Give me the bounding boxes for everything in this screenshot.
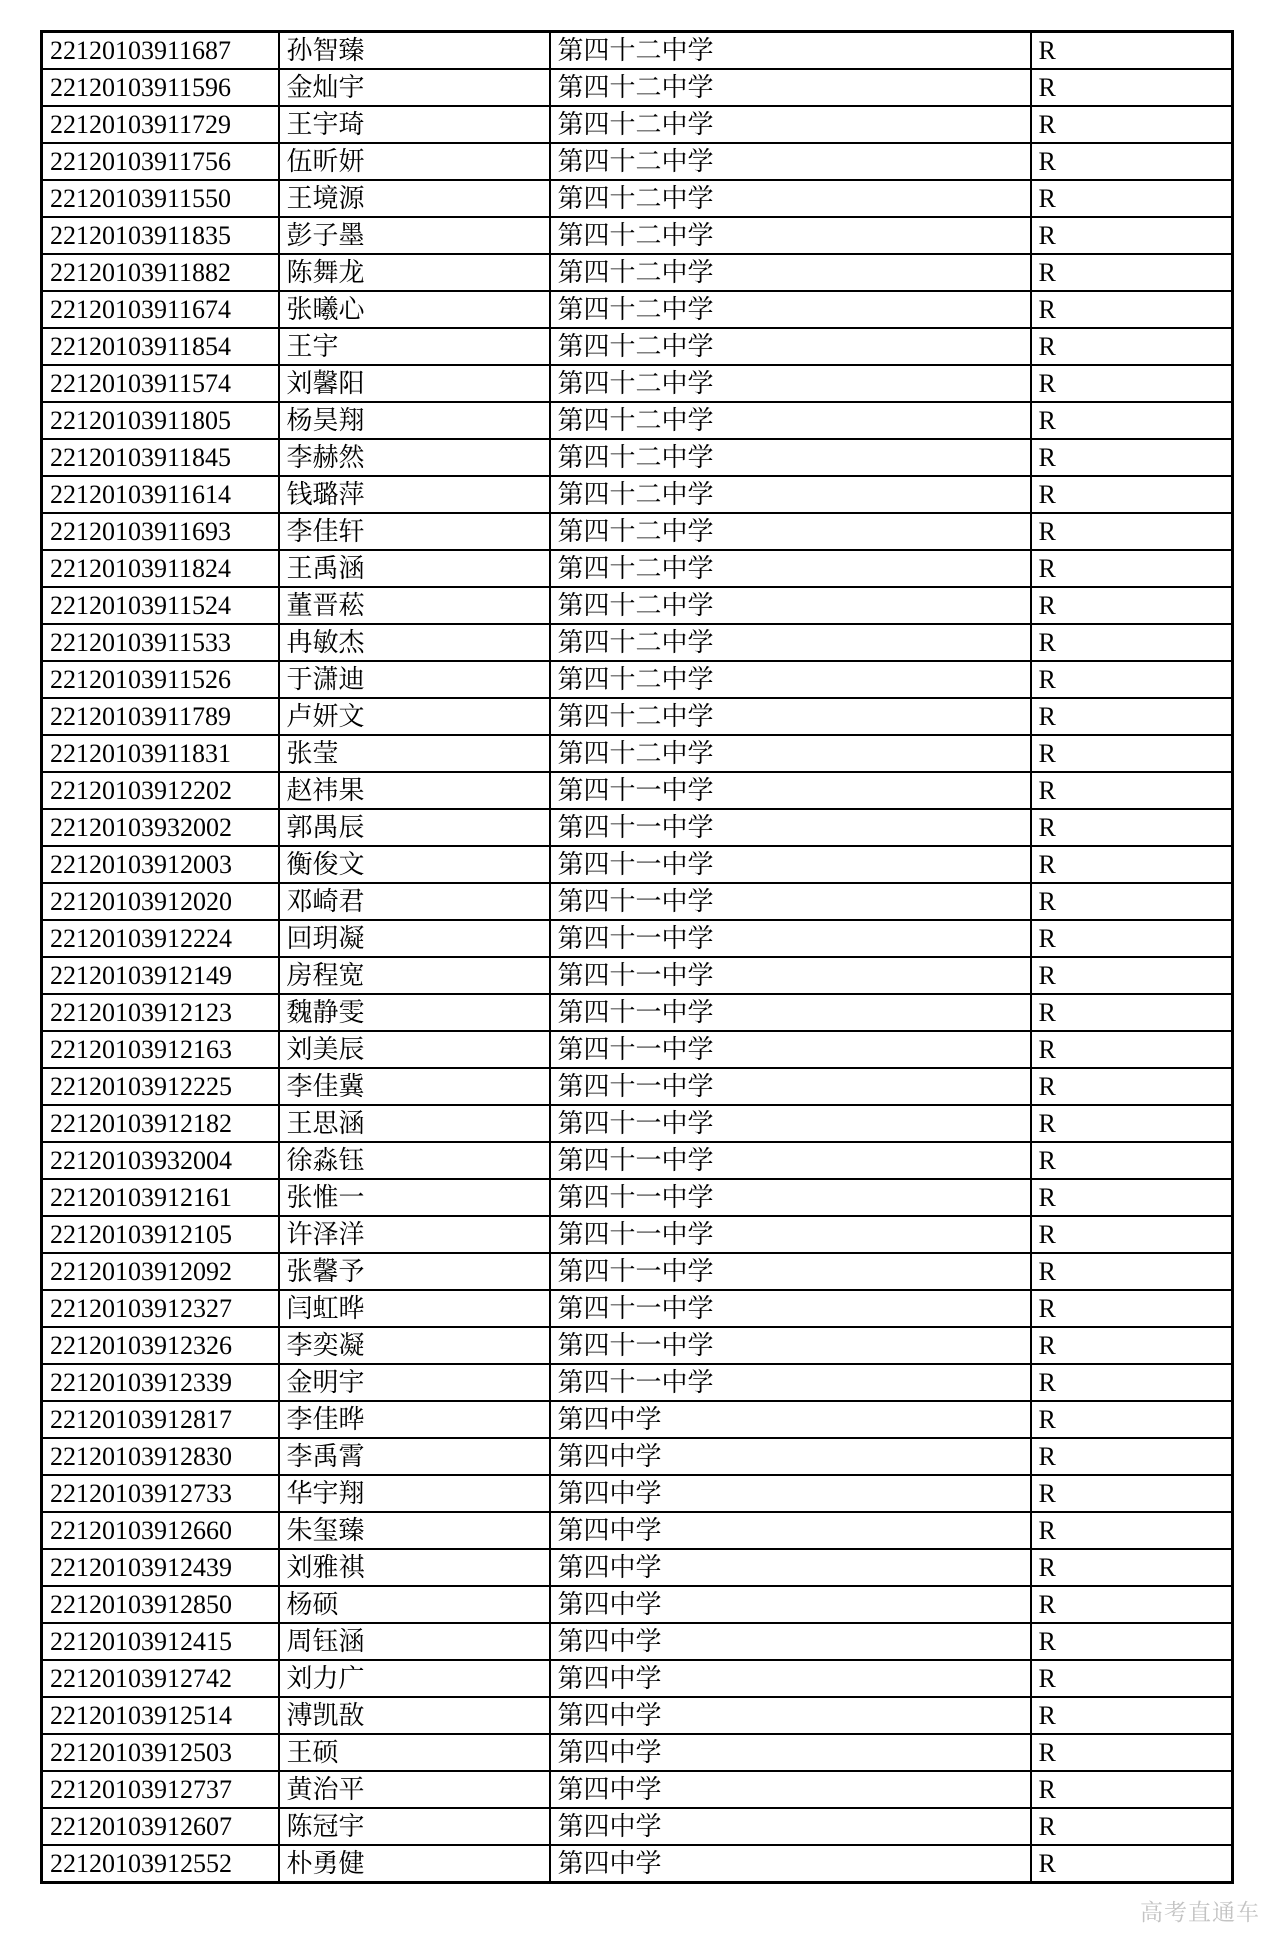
status-flag: R	[1031, 1142, 1233, 1179]
student-exam-id: 22120103912149	[42, 957, 279, 994]
student-exam-id: 22120103912327	[42, 1290, 279, 1327]
student-school: 第四十二中学	[550, 217, 1031, 254]
student-school: 第四十一中学	[550, 1364, 1031, 1401]
table-row	[42, 217, 1233, 254]
status-flag: R	[1031, 1068, 1233, 1105]
student-school: 第四十二中学	[550, 32, 1031, 70]
student-exam-id: 22120103912830	[42, 1438, 279, 1475]
student-name: 王宇琦	[279, 106, 550, 143]
status-flag: R	[1031, 365, 1233, 402]
status-flag: R	[1031, 217, 1233, 254]
student-school: 第四十二中学	[550, 328, 1031, 365]
student-exam-id: 22120103911533	[42, 624, 279, 661]
student-school: 第四十一中学	[550, 994, 1031, 1031]
table-row	[42, 1401, 1233, 1438]
student-name: 张馨予	[279, 1253, 550, 1290]
table-row	[42, 624, 1233, 661]
student-name: 闫虹晔	[279, 1290, 550, 1327]
student-roster-body	[42, 32, 1233, 1883]
student-school: 第四十二中学	[550, 291, 1031, 328]
table-row	[42, 1771, 1233, 1808]
student-name: 朴勇健	[279, 1845, 550, 1883]
student-exam-id: 22120103911524	[42, 587, 279, 624]
table-row	[42, 1253, 1233, 1290]
status-flag: R	[1031, 1475, 1233, 1512]
student-exam-id: 22120103912737	[42, 1771, 279, 1808]
student-name: 李佳晔	[279, 1401, 550, 1438]
student-name: 刘力广	[279, 1660, 550, 1697]
status-flag: R	[1031, 698, 1233, 735]
student-name: 衡俊文	[279, 846, 550, 883]
status-flag: R	[1031, 1216, 1233, 1253]
table-row	[42, 1845, 1233, 1883]
status-flag: R	[1031, 735, 1233, 772]
student-exam-id: 22120103912224	[42, 920, 279, 957]
student-exam-id: 22120103912092	[42, 1253, 279, 1290]
student-name: 刘馨阳	[279, 365, 550, 402]
table-row	[42, 439, 1233, 476]
student-name: 邓崎君	[279, 883, 550, 920]
status-flag: R	[1031, 254, 1233, 291]
student-school: 第四中学	[550, 1660, 1031, 1697]
status-flag: R	[1031, 1105, 1233, 1142]
student-exam-id: 22120103912552	[42, 1845, 279, 1883]
student-school: 第四中学	[550, 1845, 1031, 1883]
table-row	[42, 180, 1233, 217]
student-school: 第四十一中学	[550, 883, 1031, 920]
status-flag: R	[1031, 661, 1233, 698]
student-school: 第四中学	[550, 1438, 1031, 1475]
status-flag: R	[1031, 291, 1233, 328]
status-flag: R	[1031, 32, 1233, 70]
status-flag: R	[1031, 1697, 1233, 1734]
student-exam-id: 22120103911687	[42, 32, 279, 70]
student-school: 第四十一中学	[550, 1068, 1031, 1105]
student-school: 第四十二中学	[550, 254, 1031, 291]
table-row	[42, 1364, 1233, 1401]
student-name: 李佳轩	[279, 513, 550, 550]
student-school: 第四中学	[550, 1549, 1031, 1586]
student-school: 第四十二中学	[550, 365, 1031, 402]
student-exam-id: 22120103911789	[42, 698, 279, 735]
table-row	[42, 1623, 1233, 1660]
table-row	[42, 1142, 1233, 1179]
table-row	[42, 1179, 1233, 1216]
student-exam-id: 22120103912105	[42, 1216, 279, 1253]
table-row	[42, 1031, 1233, 1068]
status-flag: R	[1031, 1290, 1233, 1327]
status-flag: R	[1031, 587, 1233, 624]
student-name: 卢妍文	[279, 698, 550, 735]
student-name: 李佳冀	[279, 1068, 550, 1105]
status-flag: R	[1031, 402, 1233, 439]
student-exam-id: 22120103912660	[42, 1512, 279, 1549]
student-exam-id: 22120103912733	[42, 1475, 279, 1512]
student-school: 第四十一中学	[550, 1142, 1031, 1179]
student-exam-id: 22120103912817	[42, 1401, 279, 1438]
student-exam-id: 22120103911674	[42, 291, 279, 328]
table-row	[42, 254, 1233, 291]
table-row	[42, 883, 1233, 920]
status-flag: R	[1031, 180, 1233, 217]
student-name: 金灿宇	[279, 69, 550, 106]
table-row	[42, 106, 1233, 143]
student-name: 房程宽	[279, 957, 550, 994]
table-row	[42, 1327, 1233, 1364]
watermark: 高考直通车	[1140, 1900, 1260, 1925]
student-exam-id: 22120103911835	[42, 217, 279, 254]
status-flag: R	[1031, 1623, 1233, 1660]
table-row	[42, 402, 1233, 439]
table-row	[42, 32, 1233, 70]
student-name: 王思涵	[279, 1105, 550, 1142]
student-school: 第四十二中学	[550, 735, 1031, 772]
student-exam-id: 22120103912850	[42, 1586, 279, 1623]
status-flag: R	[1031, 1734, 1233, 1771]
student-school: 第四十一中学	[550, 1031, 1031, 1068]
student-exam-id: 22120103912123	[42, 994, 279, 1031]
student-school: 第四中学	[550, 1623, 1031, 1660]
student-name: 王宇	[279, 328, 550, 365]
student-roster-table	[40, 30, 1234, 1884]
student-school: 第四十二中学	[550, 439, 1031, 476]
status-flag: R	[1031, 1179, 1233, 1216]
student-school: 第四十二中学	[550, 69, 1031, 106]
status-flag: R	[1031, 1364, 1233, 1401]
table-row	[42, 1549, 1233, 1586]
student-name: 王硕	[279, 1734, 550, 1771]
student-name: 陈冠宇	[279, 1808, 550, 1845]
student-exam-id: 22120103912182	[42, 1105, 279, 1142]
student-school: 第四中学	[550, 1401, 1031, 1438]
student-name: 李赫然	[279, 439, 550, 476]
table-row	[42, 1068, 1233, 1105]
table-row	[42, 698, 1233, 735]
table-row	[42, 1734, 1233, 1771]
table-row	[42, 69, 1233, 106]
student-name: 杨硕	[279, 1586, 550, 1623]
table-row	[42, 587, 1233, 624]
student-exam-id: 22120103912003	[42, 846, 279, 883]
status-flag: R	[1031, 994, 1233, 1031]
table-row	[42, 1512, 1233, 1549]
student-school: 第四十一中学	[550, 1105, 1031, 1142]
student-name: 郭禺辰	[279, 809, 550, 846]
status-flag: R	[1031, 809, 1233, 846]
student-name: 李奕凝	[279, 1327, 550, 1364]
student-name: 伍昕妍	[279, 143, 550, 180]
student-name: 魏静雯	[279, 994, 550, 1031]
student-school: 第四十二中学	[550, 180, 1031, 217]
table-row	[42, 1438, 1233, 1475]
student-name: 李禹霄	[279, 1438, 550, 1475]
table-row	[42, 772, 1233, 809]
student-exam-id: 22120103912202	[42, 772, 279, 809]
status-flag: R	[1031, 1031, 1233, 1068]
status-flag: R	[1031, 1253, 1233, 1290]
status-flag: R	[1031, 476, 1233, 513]
status-flag: R	[1031, 883, 1233, 920]
student-school: 第四十一中学	[550, 1253, 1031, 1290]
student-name: 赵祎果	[279, 772, 550, 809]
student-exam-id: 22120103911526	[42, 661, 279, 698]
student-name: 陈舞龙	[279, 254, 550, 291]
student-school: 第四中学	[550, 1512, 1031, 1549]
student-school: 第四中学	[550, 1586, 1031, 1623]
student-exam-id: 22120103912225	[42, 1068, 279, 1105]
table-row	[42, 476, 1233, 513]
status-flag: R	[1031, 846, 1233, 883]
student-exam-id: 22120103912439	[42, 1549, 279, 1586]
table-row	[42, 957, 1233, 994]
student-exam-id: 22120103912742	[42, 1660, 279, 1697]
status-flag: R	[1031, 550, 1233, 587]
student-exam-id: 22120103911845	[42, 439, 279, 476]
student-school: 第四十一中学	[550, 846, 1031, 883]
student-exam-id: 22120103912514	[42, 1697, 279, 1734]
student-school: 第四十一中学	[550, 1216, 1031, 1253]
table-row	[42, 1216, 1233, 1253]
student-school: 第四十二中学	[550, 624, 1031, 661]
student-name: 溥凯敔	[279, 1697, 550, 1734]
status-flag: R	[1031, 1327, 1233, 1364]
status-flag: R	[1031, 1401, 1233, 1438]
student-school: 第四十二中学	[550, 698, 1031, 735]
status-flag: R	[1031, 1586, 1233, 1623]
student-name: 张曦心	[279, 291, 550, 328]
student-name: 董晋菘	[279, 587, 550, 624]
student-name: 冉敏杰	[279, 624, 550, 661]
status-flag: R	[1031, 1808, 1233, 1845]
table-row	[42, 1105, 1233, 1142]
student-exam-id: 22120103932004	[42, 1142, 279, 1179]
student-school: 第四十一中学	[550, 809, 1031, 846]
student-exam-id: 22120103912326	[42, 1327, 279, 1364]
status-flag: R	[1031, 920, 1233, 957]
status-flag: R	[1031, 957, 1233, 994]
student-exam-id: 22120103912503	[42, 1734, 279, 1771]
student-name: 杨昊翔	[279, 402, 550, 439]
student-school: 第四十二中学	[550, 587, 1031, 624]
student-name: 朱玺臻	[279, 1512, 550, 1549]
student-name: 张惟一	[279, 1179, 550, 1216]
table-row	[42, 1475, 1233, 1512]
table-row	[42, 1808, 1233, 1845]
status-flag: R	[1031, 772, 1233, 809]
student-school: 第四中学	[550, 1697, 1031, 1734]
table-row	[42, 1586, 1233, 1623]
status-flag: R	[1031, 69, 1233, 106]
student-name: 彭子墨	[279, 217, 550, 254]
student-school: 第四十一中学	[550, 1179, 1031, 1216]
table-row	[42, 809, 1233, 846]
table-row	[42, 365, 1233, 402]
student-school: 第四中学	[550, 1771, 1031, 1808]
student-exam-id: 22120103912339	[42, 1364, 279, 1401]
student-exam-id: 22120103912020	[42, 883, 279, 920]
student-exam-id: 22120103911882	[42, 254, 279, 291]
student-school: 第四十一中学	[550, 957, 1031, 994]
table-row	[42, 1697, 1233, 1734]
student-exam-id: 22120103912161	[42, 1179, 279, 1216]
table-row	[42, 846, 1233, 883]
status-flag: R	[1031, 106, 1233, 143]
student-school: 第四中学	[550, 1475, 1031, 1512]
student-name: 刘雅祺	[279, 1549, 550, 1586]
student-exam-id: 22120103911574	[42, 365, 279, 402]
student-exam-id: 22120103911756	[42, 143, 279, 180]
table-row	[42, 291, 1233, 328]
student-name: 刘美辰	[279, 1031, 550, 1068]
table-row	[42, 661, 1233, 698]
student-name: 金明宇	[279, 1364, 550, 1401]
student-name: 许泽洋	[279, 1216, 550, 1253]
student-exam-id: 22120103911805	[42, 402, 279, 439]
student-exam-id: 22120103912415	[42, 1623, 279, 1660]
status-flag: R	[1031, 1845, 1233, 1883]
student-name: 回玥凝	[279, 920, 550, 957]
status-flag: R	[1031, 328, 1233, 365]
status-flag: R	[1031, 513, 1233, 550]
table-row	[42, 1660, 1233, 1697]
student-school: 第四十一中学	[550, 1290, 1031, 1327]
student-name: 周钰涵	[279, 1623, 550, 1660]
student-school: 第四十二中学	[550, 402, 1031, 439]
status-flag: R	[1031, 439, 1233, 476]
student-school: 第四十一中学	[550, 920, 1031, 957]
student-exam-id: 22120103932002	[42, 809, 279, 846]
student-school: 第四十二中学	[550, 550, 1031, 587]
student-name: 王禹涵	[279, 550, 550, 587]
student-exam-id: 22120103911831	[42, 735, 279, 772]
student-exam-id: 22120103911550	[42, 180, 279, 217]
student-school: 第四十二中学	[550, 106, 1031, 143]
status-flag: R	[1031, 1660, 1233, 1697]
student-name: 张莹	[279, 735, 550, 772]
table-row	[42, 1290, 1233, 1327]
status-flag: R	[1031, 1549, 1233, 1586]
status-flag: R	[1031, 1512, 1233, 1549]
table-row	[42, 735, 1233, 772]
student-name: 孙智臻	[279, 32, 550, 70]
student-exam-id: 22120103912607	[42, 1808, 279, 1845]
student-exam-id: 22120103912163	[42, 1031, 279, 1068]
student-school: 第四中学	[550, 1808, 1031, 1845]
student-name: 华宇翔	[279, 1475, 550, 1512]
table-row	[42, 550, 1233, 587]
table-row	[42, 994, 1233, 1031]
status-flag: R	[1031, 1438, 1233, 1475]
status-flag: R	[1031, 624, 1233, 661]
student-exam-id: 22120103911824	[42, 550, 279, 587]
student-school: 第四十二中学	[550, 143, 1031, 180]
student-school: 第四十二中学	[550, 661, 1031, 698]
student-exam-id: 22120103911693	[42, 513, 279, 550]
student-name: 于潇迪	[279, 661, 550, 698]
student-exam-id: 22120103911854	[42, 328, 279, 365]
student-school: 第四十一中学	[550, 772, 1031, 809]
student-name: 徐淼钰	[279, 1142, 550, 1179]
student-name: 钱璐萍	[279, 476, 550, 513]
student-exam-id: 22120103911614	[42, 476, 279, 513]
student-exam-id: 22120103911596	[42, 69, 279, 106]
student-school: 第四十一中学	[550, 1327, 1031, 1364]
student-name: 黄治平	[279, 1771, 550, 1808]
student-school: 第四中学	[550, 1734, 1031, 1771]
student-school: 第四十二中学	[550, 513, 1031, 550]
status-flag: R	[1031, 143, 1233, 180]
status-flag: R	[1031, 1771, 1233, 1808]
table-row	[42, 143, 1233, 180]
student-name: 王境源	[279, 180, 550, 217]
student-school: 第四十二中学	[550, 476, 1031, 513]
table-row	[42, 920, 1233, 957]
student-exam-id: 22120103911729	[42, 106, 279, 143]
table-row	[42, 328, 1233, 365]
table-row	[42, 513, 1233, 550]
